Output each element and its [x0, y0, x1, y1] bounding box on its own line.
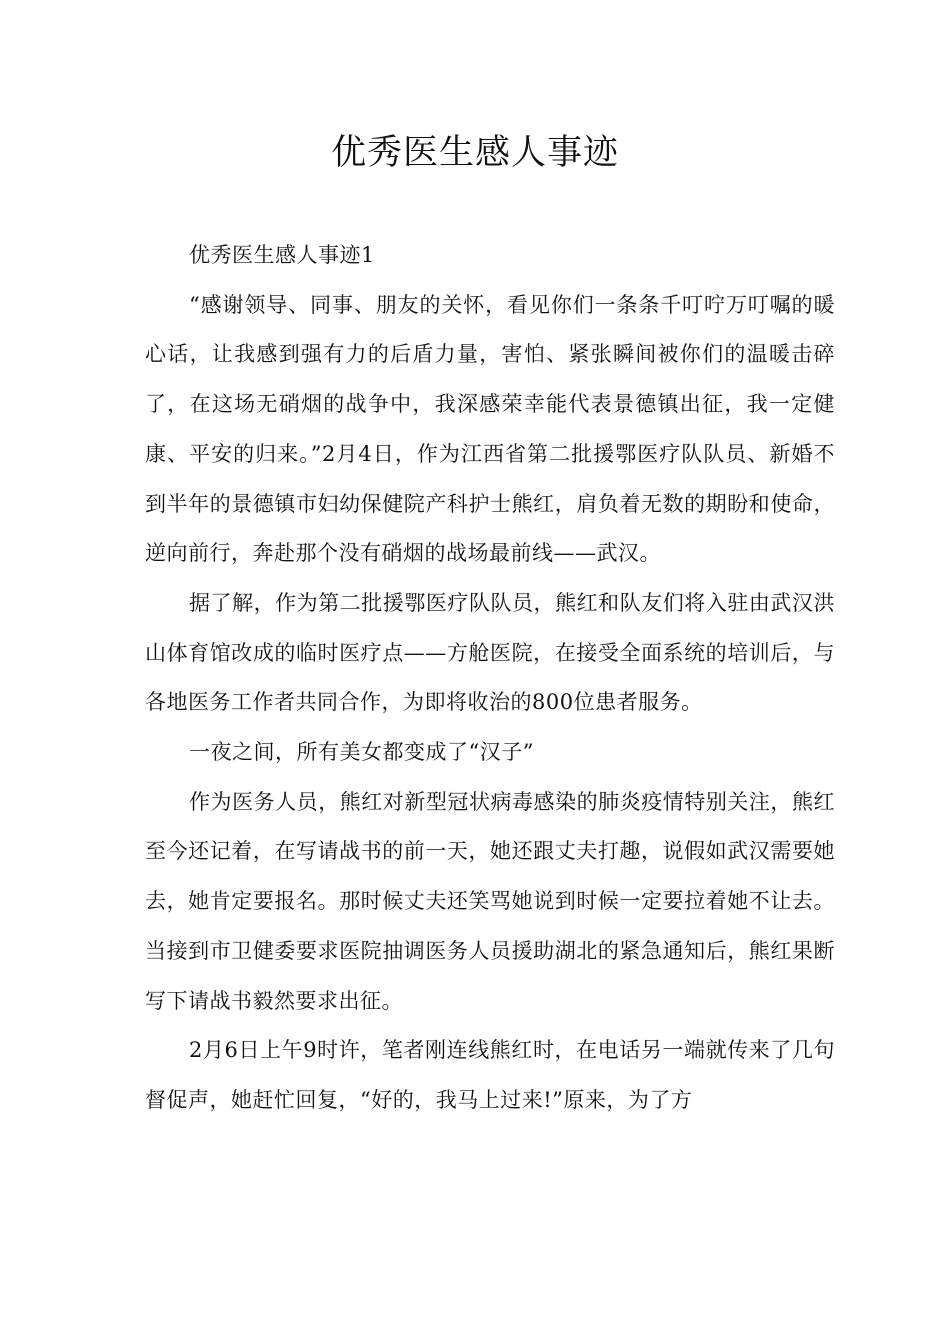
document-body — [145, 231, 835, 1126]
section-heading: 优秀医生感人事迹1 — [189, 243, 375, 267]
body-paragraph: 据了解，作为第二批援鄂医疗队队员，熊红和队友们将入驻由武汉洪山体育馆改成的临时医疗点——方舱医院，在接受全面系统的培训后，与各地医务工作者共同合作，为即将收治的800位患者服务。 — [145, 590, 835, 715]
body-paragraph: “感谢领导、同事、朋友的关怀，看见你们一条条千叮咛万叮嘱的暖心话，让我感到强有力的后盾力量，害怕、紧张瞬间被你们的温暖击碎了，在这场无硝烟的战争中，我深感荣幸能代表景德镇出征，我一定健康、平安的归来。”2月4日，作为江西省第二批援鄂医疗队队员、新婚不到半年的景德镇市妇幼保健院产科护士熊红，肩负着无数的期盼和使命，逆向前行，奔赴那个没有硝烟的战场最前线——武汉。 — [145, 292, 835, 566]
body-paragraph: 作为医务人员，熊红对新型冠状病毒感染的肺炎疫情特别关注，熊红至今还记着，在写请战书的前一天，她还跟丈夫打趣，说假如武汉需要她去，她肯定要报名。那时候丈夫还笑骂她说到时候一定要拉着她不让去。当接到市卫健委要求医院抽调医务人员援助湖北的紧急通知后，熊红果断写下请战书毅然要求出征。 — [145, 789, 835, 1013]
body-paragraph: 2月6日上午9时许，笔者刚连线熊红时，在电话另一端就传来了几句督促声，她赶忙回复，“好的，我马上过来!”原来，为了方 — [145, 1038, 835, 1112]
document-title: 优秀医生感人事迹 — [330, 133, 619, 173]
subheading: 一夜之间，所有美女都变成了“汉子” — [189, 740, 534, 765]
